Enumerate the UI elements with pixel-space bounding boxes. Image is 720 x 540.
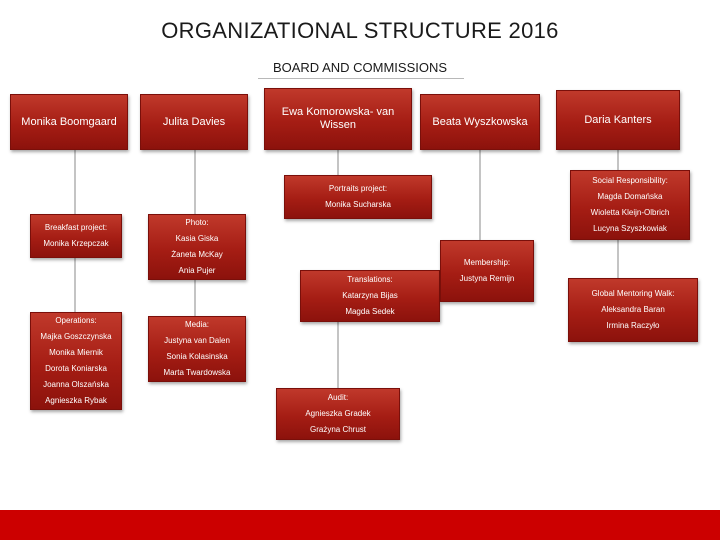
- commission-line: Katarzyna Bijas: [342, 291, 398, 300]
- commission-line: Justyna van Dalen: [164, 336, 230, 345]
- commission-line: Translations:: [347, 275, 393, 284]
- commission-line: Joanna Olszańska: [43, 380, 109, 389]
- commission-line: Sonia Kolasinska: [166, 352, 228, 361]
- page-title: ORGANIZATIONAL STRUCTURE 2016: [161, 18, 559, 43]
- commission-portraits-project: [284, 175, 432, 219]
- commission-line: Portraits project:: [328, 184, 388, 193]
- commission-line: Social Responsibility:: [592, 176, 668, 185]
- commission-social-responsibility: [570, 170, 690, 240]
- board-member-label: Ewa Komorowska- van Wissen: [281, 106, 395, 131]
- commission-line: Majka Goszczynska: [40, 332, 112, 341]
- commission-line: Agnieszka Gradek: [305, 409, 371, 418]
- commission-line: Wioletta Kleijn-Olbrich: [590, 208, 670, 217]
- commission-line: Operations:: [55, 316, 97, 325]
- board-member-kanters: [556, 90, 680, 150]
- commission-line: Breakfast project:: [44, 223, 108, 232]
- commission-line: Lucyna Szyszkowiak: [593, 224, 667, 233]
- board-member-davies: [140, 94, 248, 150]
- commission-translations: [300, 270, 440, 322]
- commission-line: Magda Sedek: [345, 307, 395, 316]
- commission-line: Monika Krzepczak: [43, 239, 109, 248]
- commission-audit: [276, 388, 400, 440]
- board-member-boomgaard: [10, 94, 128, 150]
- board-member-label: Monika Boomgaard: [21, 115, 117, 128]
- board-member-label: Julita Davies: [162, 115, 226, 128]
- commission-line: Kasia Giska: [175, 234, 219, 243]
- commission-line: Membership:: [463, 258, 511, 267]
- board-member-label: Daria Kanters: [584, 113, 652, 126]
- commission-line: Ania Pujer: [178, 266, 216, 275]
- commission-line: Żaneta McKay: [171, 250, 223, 259]
- commission-line: Agnieszka Rybak: [45, 396, 107, 405]
- commission-line: Magda Domańska: [597, 192, 663, 201]
- commission-global-mentoring-walk: [568, 278, 698, 342]
- commission-line: Monika Sucharska: [325, 200, 391, 209]
- board-member-komorowska: [264, 88, 412, 150]
- commission-line: Photo:: [185, 218, 209, 227]
- commission-media: [148, 316, 246, 382]
- commission-line: Global Mentoring Walk:: [591, 289, 675, 298]
- page-subtitle: BOARD AND COMMISSIONS: [272, 60, 448, 75]
- commission-line: Aleksandra Baran: [601, 305, 665, 314]
- board-member-label: Beata Wyszkowska: [432, 115, 528, 128]
- commission-line: Irmina Raczyło: [606, 321, 660, 330]
- commission-line: Dorota Koniarska: [45, 364, 107, 373]
- commission-breakfast-project: [30, 214, 122, 258]
- commission-line: Grażyna Chrust: [309, 425, 367, 434]
- commission-line: Marta Twardowska: [163, 368, 231, 377]
- commission-line: Media:: [184, 320, 209, 329]
- commission-line: Audit:: [327, 393, 349, 402]
- board-member-wyszkowska: [420, 94, 540, 150]
- commission-line: Justyna Remijn: [459, 274, 515, 283]
- commission-membership: [440, 240, 534, 302]
- commission-line: Monika Miernik: [49, 348, 103, 357]
- commission-photo: [148, 214, 246, 280]
- footer-bar: [0, 510, 720, 540]
- commission-operations: [30, 312, 122, 410]
